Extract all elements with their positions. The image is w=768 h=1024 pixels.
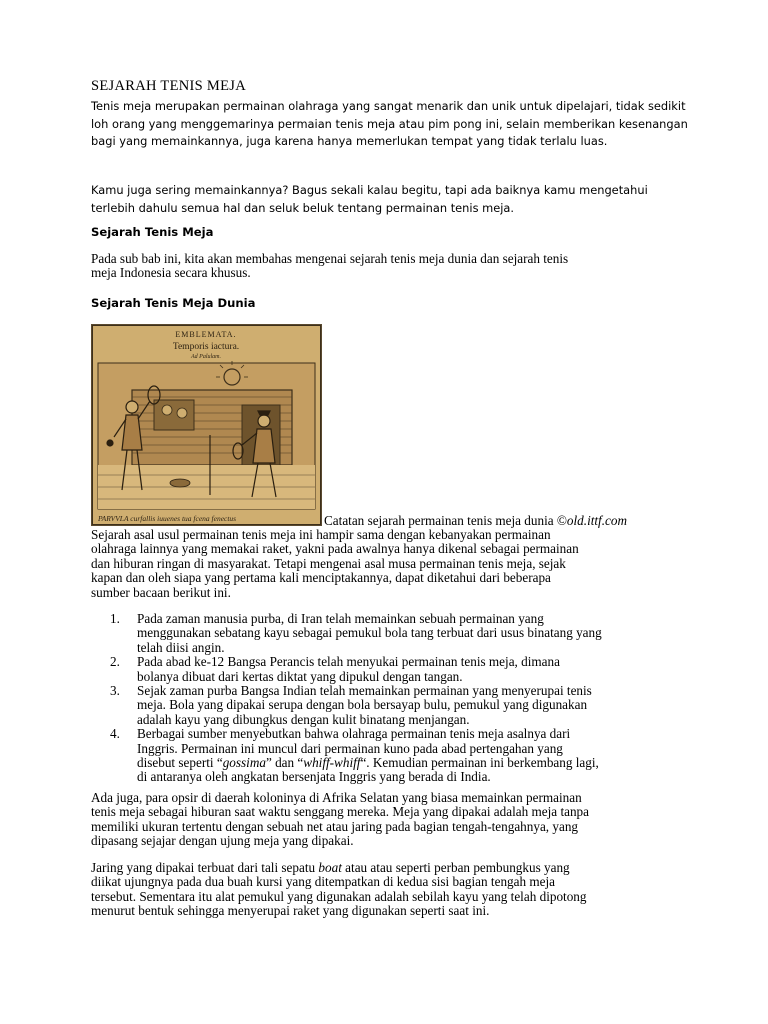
list-line: meja. Bola yang dipakai serupa dengan bola bersayap bulu, pemukul yang digunakan: [137, 697, 588, 713]
section2-line: sumber bacaan berikut ini.: [91, 584, 231, 600]
engraving-bottom-caption: PARVVLA curfallis iuuenes tua fcena fenectus: [98, 514, 237, 523]
engraving-illustration: [92, 325, 321, 525]
section1-line: Pada sub bab ini, kita akan membahas mengenai sejarah tenis meja dunia dan sejarah tenis: [91, 251, 569, 266]
afrika-line: Ada juga, para opsir di daerah koloninya di Afrika Selatan yang biasa memainkan permainan: [91, 790, 582, 805]
list-line: bolanya dibuat dari kertas diktat yang dipukul dengan tangan.: [137, 668, 463, 684]
list-line: Sejak zaman purba Bangsa Indian telah memainkan permainan yang menyerupai tenis: [137, 683, 592, 699]
intro-p2-line: terlebih dahulu semua hal dan seluk beluk tentang permainan tenis meja.: [91, 200, 514, 215]
list-item: [110, 655, 680, 684]
list-line: Inggris. Permainan ini muncul dari permainan kuno pada abad pertengahan yang: [137, 740, 563, 756]
list-item: [110, 684, 680, 727]
list-line-part: disebut seperti “: [137, 755, 223, 771]
paragraph-jaring: [91, 861, 681, 919]
list-number: 1.: [110, 611, 120, 626]
section2-line: dan hiburan ringan di masyarakat. Tetapi mengenai asal musa permainan tenis meja, sejak: [91, 555, 566, 571]
section1-line: meja Indonesia secara khusus.: [91, 265, 251, 281]
list-number: 3.: [110, 683, 120, 699]
paragraph-afrika: [91, 791, 681, 849]
list-line: Pada abad ke-12 Bangsa Perancis telah menyukai permainan tenis meja, dimana: [137, 654, 560, 670]
section2-line: kapan dan oleh siapa yang pertama kali menciptakannya, dapat diketahui dari beberapa: [91, 570, 551, 586]
list-line: telah diisi angin.: [137, 639, 225, 655]
afrika-line: dipasang sejajar dengan ujung meja yang dipakai.: [91, 833, 354, 849]
engraving-caption-3: Ad Palulam.: [191, 354, 221, 360]
intro-p1-line: loh orang yang menggemarinya permaian tenis meja atau pim pong ini, selain memberikan kesenangan: [91, 116, 688, 131]
list-line: adalah kayu yang dibungkus dengan kulit binatang menjangan.: [137, 711, 470, 727]
engraving-caption-1: EMBLEMATA.: [175, 330, 237, 339]
section-heading-dunia: Sejarah Tenis Meja Dunia: [91, 296, 256, 310]
section-heading-sejarah: Sejarah Tenis Meja: [91, 225, 214, 239]
list-item: [110, 612, 680, 655]
document-title: SEJARAH TENIS MEJA: [91, 78, 246, 94]
list-line: di antaranya oleh angkatan bersenjata Inggris yang berada di India.: [137, 769, 491, 785]
afrika-line: tenis meja sebagai hiburan saat waktu senggang mereka. Meja yang dipakai adalah meja tanpa: [91, 804, 590, 820]
list-line: Pada zaman manusia purba, di Iran telah memainkan sebuah permainan yang: [137, 611, 544, 626]
intro-p1-line: Tenis meja merupakan permainan olahraga yang sangat menarik dan unik untuk dipelajari, tidak sedikit: [91, 99, 686, 113]
jaring-line: diikat ujungnya pada dua buah kursi yang ditempatkan di kedua sisi bagian tengah meja: [91, 874, 556, 890]
list-line: Berbagai sumber menyebutkan bahwa olahraga permainan tenis meja asalnya dari: [137, 726, 571, 742]
intro-paragraph-2: [91, 182, 711, 217]
image-caption: [324, 514, 627, 528]
history-list: [110, 612, 680, 785]
jaring-line: menurut bentuk sehingga menyerupai raket yang digunakan seperti saat ini.: [91, 903, 490, 919]
term-boat: boat: [318, 860, 342, 875]
jaring-line-part: Jaring yang dipakai terbuat dari tali sepatu: [91, 860, 319, 875]
jaring-line: tersebut. Sementara itu alat pemukul yang digunakan adalah sebilah kayu yang telah dipotong: [91, 888, 587, 904]
section2-line: Sejarah asal usul permainan tenis meja ini hampir sama dengan kebanyakan permainan: [91, 527, 551, 542]
engraving-caption-2: Temporis iactura.: [172, 342, 240, 352]
list-line-part: “. Kemudian permainan ini berkembang lagi,: [360, 755, 599, 771]
intro-paragraph-1: [91, 98, 711, 151]
list-line-part: ” dan “: [265, 755, 304, 771]
term-gossima: gossima: [222, 755, 266, 771]
term-whiff-whiff: whiff-whiff: [303, 755, 361, 771]
list-number: 2.: [110, 654, 120, 670]
section2-line: olahraga lainnya yang memakai raket, yakni pada awalnya hanya dikenal sebagai permainan: [91, 541, 579, 557]
jaring-line-part: atau atau seperti perban pembungkus yang: [341, 860, 570, 875]
historical-engraving-image: [91, 324, 322, 526]
section2-paragraph: [91, 528, 681, 600]
intro-p2-line: Kamu juga sering memainkannya? Bagus sekali kalau begitu, tapi ada baiknya kamu mengetahui: [91, 183, 648, 197]
list-number: 4.: [110, 726, 120, 742]
list-line: menggunakan sebatang kayu sebagai pemukul bola tang terbuat dari usus binatang yang: [137, 625, 602, 641]
list-item: [110, 727, 680, 785]
afrika-line: memiliki ukuran tertentu dengan sebuah net atau jaring pada bagian tengah-tengahnya, yang: [91, 818, 579, 834]
caption-source: old.ittf.com: [566, 513, 627, 528]
intro-p1-line: bagi yang memainkannya, juga karena hanya memerlukan tempat yang tidak terlalu luas.: [91, 134, 608, 148]
caption-text: Catatan sejarah permainan tenis meja dunia ©: [324, 513, 567, 528]
section1-paragraph: [91, 252, 681, 281]
